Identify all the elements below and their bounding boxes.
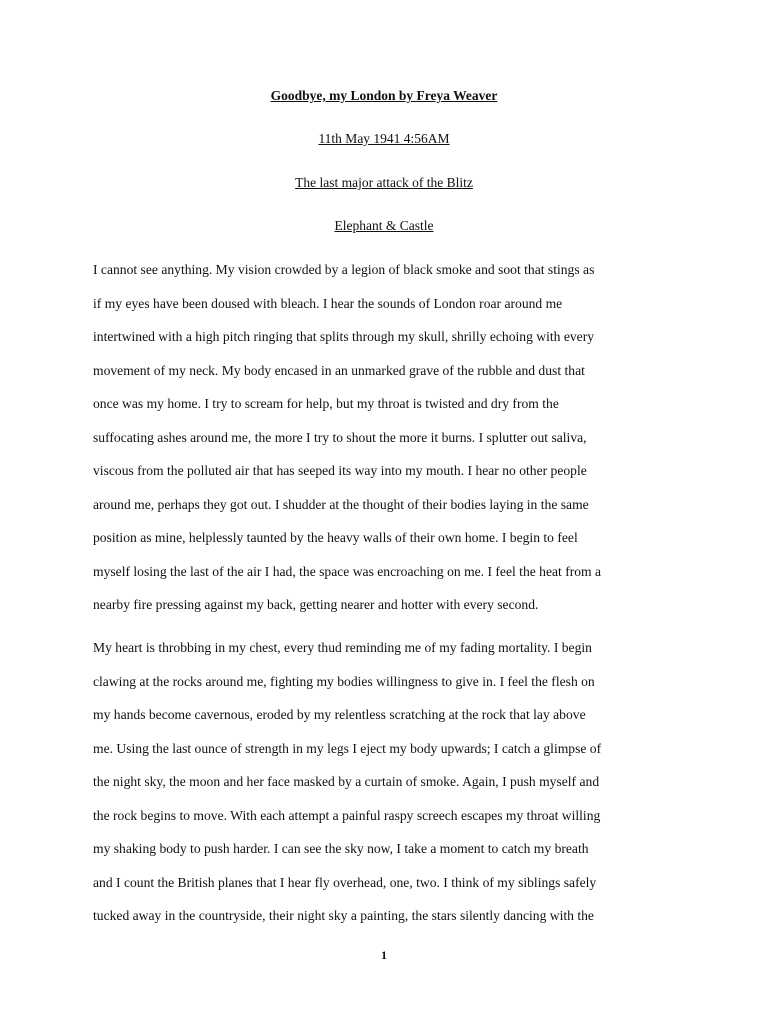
paragraph-line: the rock begins to move. With each attempt a painful raspy screech escapes my throat willing <box>93 807 601 823</box>
paragraph-line: me. Using the last ounce of strength in my legs I eject my body upwards; I catch a glimpse of <box>93 740 602 756</box>
document-subtitle: The last major attack of the Blitz <box>295 175 473 190</box>
paragraph-line: clawing at the rocks around me, fighting my bodies willingness to give in. I feel the flesh on <box>93 673 595 689</box>
paragraph-line: my hands become cavernous, eroded by my relentless scratching at the rock that lay above <box>93 707 586 722</box>
paragraph-line: viscous from the polluted air that has seeped its way into my mouth. I hear no other people <box>93 463 587 478</box>
paragraph-line: and I count the British planes that I hear fly overhead, one, two. I think of my siblings safely <box>93 874 597 890</box>
paragraph-line: I cannot see anything. My vision crowded by a legion of black smoke and soot that stings as <box>93 262 595 277</box>
page-number: 1 <box>381 948 387 962</box>
paragraph-line: tucked away in the countryside, their night sky a painting, the stars silently dancing with the <box>93 908 594 923</box>
paragraph-line: intertwined with a high pitch ringing that splits through my skull, shrilly echoing with every <box>93 329 595 344</box>
paragraph-line: around me, perhaps they got out. I shudder at the thought of their bodies laying in the same <box>93 496 589 512</box>
paragraph-line: my shaking body to push harder. I can see the sky now, I take a moment to catch my breath <box>93 841 589 856</box>
paragraph-line: nearby fire pressing against my back, getting nearer and hotter with every second. <box>93 597 539 612</box>
paragraph-line: once was my home. I try to scream for help, but my throat is twisted and dry from the <box>93 396 559 411</box>
document-location: Elephant & Castle <box>334 218 434 233</box>
paragraph-line: myself losing the last of the air I had, the space was encroaching on me. I feel the heat from a <box>93 563 602 579</box>
paragraph-line: position as mine, helplessly taunted by the heavy walls of their own home. I begin to feel <box>93 530 578 545</box>
paragraph-line: the night sky, the moon and her face masked by a curtain of smoke. Again, I push myself and <box>93 774 600 789</box>
paragraph-line: My heart is throbbing in my chest, every thud reminding me of my fading mortality. I begin <box>93 640 592 655</box>
paragraph-line: suffocating ashes around me, the more I try to shout the more it burns. I splutter out saliva, <box>93 429 587 445</box>
paragraph-line: if my eyes have been doused with bleach. I hear the sounds of London roar around me <box>93 295 563 311</box>
document-datetime: 11th May 1941 4:56AM <box>318 131 450 146</box>
paragraph-line: movement of my neck. My body encased in an unmarked grave of the rubble and dust that <box>93 362 585 378</box>
document-title: Goodbye, my London by Freya Weaver <box>270 88 498 103</box>
